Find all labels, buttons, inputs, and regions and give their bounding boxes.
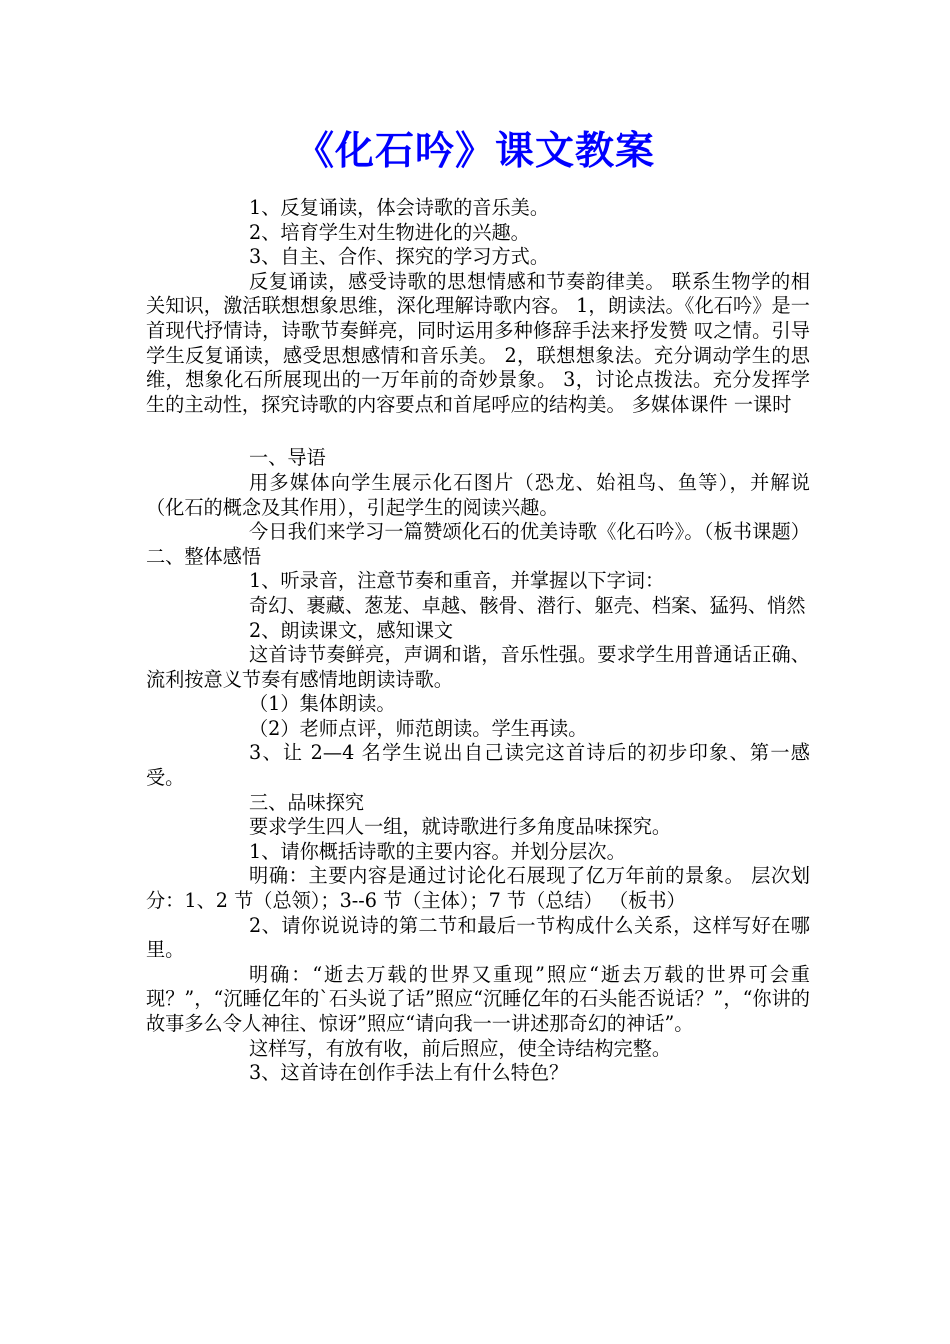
group-reading: （1）集体朗读。 <box>249 692 396 716</box>
question-3: 3、这首诗在创作手法上有什么特色？ <box>249 1061 569 1085</box>
first-impression-step: 3、让 2—4 名学生说出自己读完这首诗后的初步印象、第一感受。 <box>146 741 810 790</box>
document-body <box>146 196 810 1086</box>
answer-2: 明确：“逝去万载的世界又重现”照应“逝去万载的世界可会重现？”，“沉睡亿年的`石头说了话”照应“沉睡亿年的石头能否说话？”，“你讲的故事多么令人神往、惊讶”照应“请向我一一讲述那奇幻的神话”。 <box>146 962 810 1035</box>
teaching-focus-and-methods: 反复诵读，感受诗歌的思想情感和节奏韵律美。 联系生物学的相关知识，激活联想想象思维，深化理解诗歌内容。 1，朗读法。《化石吟》是一首现代抒情诗，诗歌节奏鲜亮，同时运用多种修辞手法来抒发赞 叹之情。引导学生反复诵读，感受思想感情和音乐美。 2，联想想象法。充分调动学生的思维，想象化石所展现出的一万年前的奇妙景象。 3，讨论点拨法。充分发挥学生的主动性，探究诗歌的内容要点和首尾呼应的结构美。 多媒体课件 一课时 <box>146 269 810 416</box>
group-task: 要求学生四人一组，就诗歌进行多角度品味探究。 <box>249 815 672 839</box>
objective-3: 3、自主、合作、探究的学习方式。 <box>249 245 550 269</box>
objective-1: 1、反复诵读，体会诗歌的音乐美。 <box>249 196 550 219</box>
teacher-review: （2）老师点评，师范朗读。学生再读。 <box>249 716 588 740</box>
question-1: 1、请你概括诗歌的主要内容。并划分层次。 <box>249 839 626 863</box>
paragraph-gap <box>146 417 810 446</box>
read-step-description: 这首诗节奏鲜亮，声调和谐，音乐性强。要求学生用普通话正确、流利按意义节奏有感情地朗读诗歌。 <box>146 643 810 691</box>
read-step: 2、朗读课文，感知课文 <box>249 618 454 642</box>
question-2: 2、请你说说诗的第二节和最后一节构成什么关系，这样写好在哪里。 <box>146 913 810 962</box>
document-title: 《化石吟》课文教案 <box>294 129 655 174</box>
answer-2-summary: 这样写，有放有收，前后照应，使全诗结构完整。 <box>249 1036 672 1060</box>
section-heading-explore: 三、品味探究 <box>249 790 365 814</box>
vocabulary-list: 奇幻、裹藏、葱茏、卓越、骸骨、潜行、躯壳、档案、猛犸、悄然 <box>249 593 806 617</box>
listen-step: 1、听录音，注意节奏和重音，并掌握以下字词： <box>249 569 665 593</box>
intro-paragraph: 用多媒体向学生展示化石图片（恐龙、始祖鸟、鱼等），并解说（化石的概念及其作用），引起学生的阅读兴趣。 <box>146 470 810 519</box>
answer-1: 明确：主要内容是通过讨论化石展现了亿万年前的景象。 层次划分：1、2 节（总领）；3--6 节（主体）；7 节（总结） （板书） <box>146 864 810 913</box>
intro-topic-paragraph: 今日我们来学习一篇赞颂化石的优美诗歌《化石吟》。（板书课题） 二、整体感悟 <box>146 520 810 568</box>
objective-2: 2、培育学生对生物进化的兴趣。 <box>249 220 530 244</box>
section-heading-intro: 一、导语 <box>249 446 326 470</box>
